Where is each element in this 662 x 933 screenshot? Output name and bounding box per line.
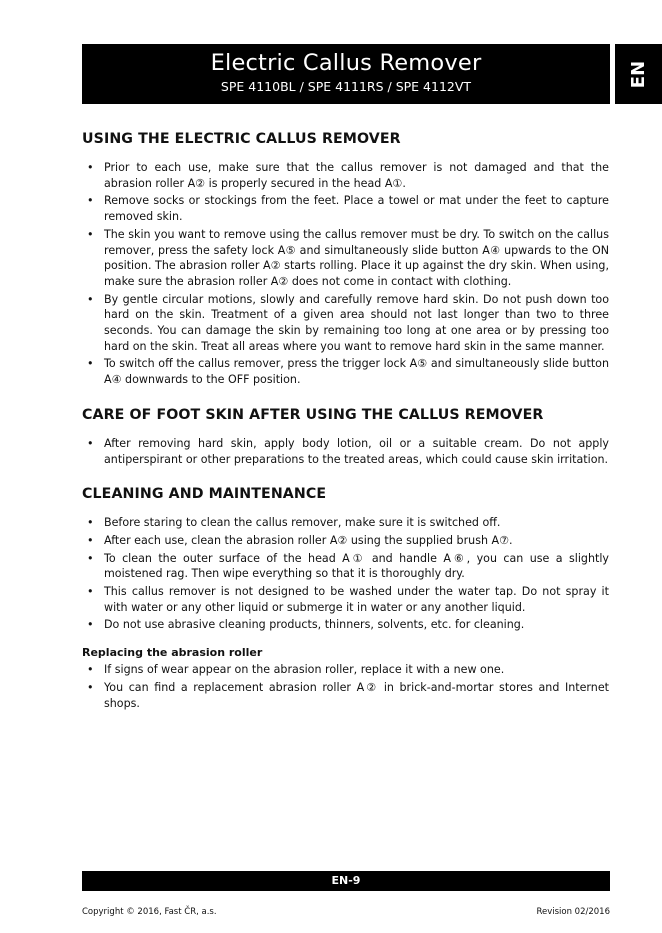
list-item: • Do not use abrasive cleaning products, thinners, solvents, etc. for cleaning. [87,618,525,632]
list-item: • After removing hard skin, apply body lotion, oil or a suitable cream. Do not apply antiperspirant or other preparations to the treated areas, which could cause skin irritation. [87,436,609,466]
bullet-list [82,515,609,633]
section-heading: CLEANING AND MAINTENANCE [82,486,327,503]
bullet-icon: • [87,533,94,547]
revision-text: Revision 02/2016 [536,907,610,917]
bullet-icon: • [87,292,94,306]
subsection-heading: Replacing the abrasion roller [82,646,263,660]
document-header [82,44,610,104]
bullet-icon: • [87,663,94,677]
section-replacing [82,645,609,711]
language-tab [615,44,662,104]
list-item: • By gentle circular motions, slowly and carefully remove hard skin. Do not push down too hard on the skin. Treatment of a given area should not last longer than two to three seconds. You can damage the skin by remaining too long at one area or by pressing too hard on the skin. Treat all areas where you want to remove hard skin in the same manner. [87,292,609,353]
bullet-list [82,662,609,711]
copyright-text: Copyright © 2016, Fast ČR, a.s. [82,907,217,917]
list-item: • If signs of wear appear on the abrasion roller, replace it with a new one. [87,663,505,677]
bullet-icon: • [87,161,94,174]
section-using [82,130,609,388]
section-cleaning [82,485,609,633]
bullet-list [82,436,609,467]
document-title: Electric Callus Remover [210,50,482,76]
bullet-icon: • [87,680,94,694]
bullet-icon: • [87,194,94,208]
list-item: • After each use, clean the abrasion roller A② using the supplied brush A⑦. [87,533,513,547]
bullet-icon: • [87,585,94,599]
bullet-icon: • [87,551,94,565]
list-item: • The skin you want to remove using the callus remover must be dry. To switch on the callus remover, press the safety lock A⑤ and simultaneously slide button A④ upwards to the ON position. The abrasion roller A② starts rolling. Place it up against the dry skin. When using, make sure the abrasion roller A② does not come in contact with clothing. [87,227,609,288]
list-item: • You can find a replacement abrasion roller A② in brick-and-mortar stores and Internet shops. [87,680,609,710]
section-heading: USING THE ELECTRIC CALLUS REMOVER [82,131,401,147]
page-number: EN-9 [331,874,361,887]
bullet-icon: • [87,227,94,241]
list-item: • Before staring to clean the callus remover, make sure it is switched off. [87,516,501,530]
list-item: • To switch off the callus remover, press the trigger lock A⑤ and simultaneously slide button A④ downwards to the OFF position. [87,357,609,387]
bullet-list [82,160,609,388]
section-care [82,406,609,467]
bullet-icon: • [87,436,94,450]
page-content [82,130,609,713]
bullet-icon: • [87,357,94,371]
page-number-bar [82,871,610,891]
list-item: • This callus remover is not designed to be washed under the water tap. Do not spray it with water or any other liquid or submerge it in water or any another liquid. [87,585,609,614]
list-item: • To clean the outer surface of the head A① and handle A⑥, you can use a slightly moistened rag. Then wipe everything so that it is thoroughly dry. [87,551,609,581]
bullet-icon: • [87,618,94,632]
language-label: EN [628,60,649,88]
section-heading: CARE OF FOOT SKIN AFTER USING THE CALLUS REMOVER [82,406,544,423]
list-item: • Remove socks or stockings from the feet. Place a towel or mat under the feet to capture removed skin. [87,194,609,224]
list-item: • Prior to each use, make sure that the callus remover is not damaged and that the abrasion roller A② is properly secured in the head A①. [87,161,609,190]
bullet-icon: • [87,516,94,530]
model-numbers: SPE 4110BL / SPE 4111RS / SPE 4112VT [220,79,472,94]
